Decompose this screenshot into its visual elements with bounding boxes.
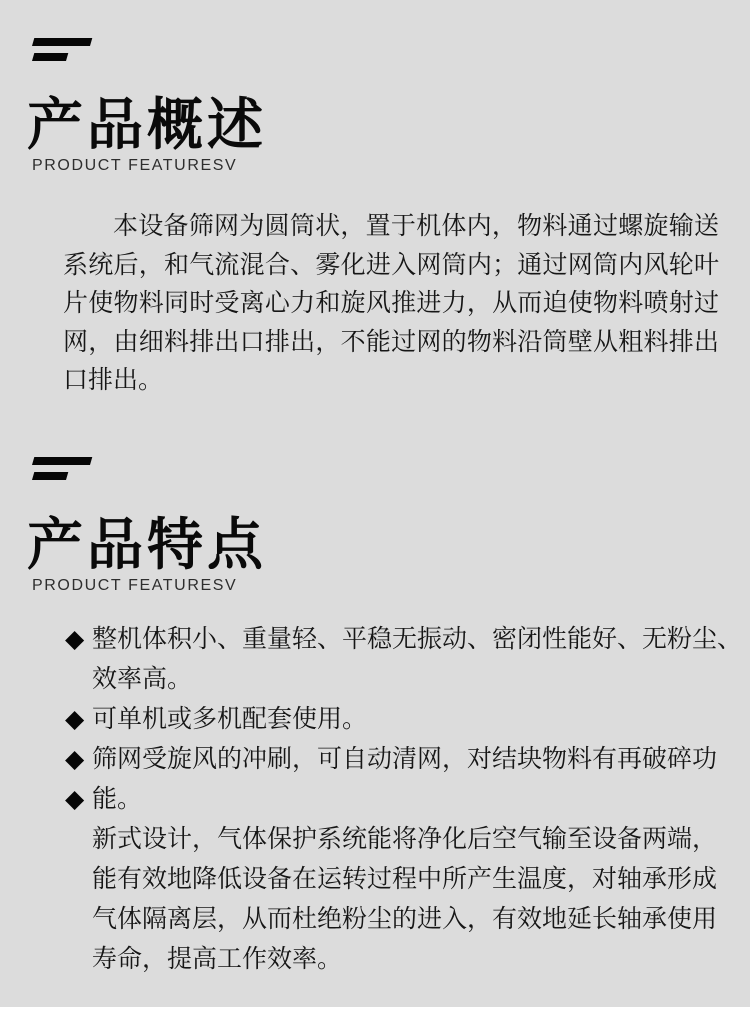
bar-bottom — [32, 53, 68, 61]
feature-item-text: 筛网受旋风的冲刷，可自动清网，对结块物料有再破碎功 — [92, 746, 718, 773]
feature-item — [65, 900, 737, 940]
feature-item-text: 能有效地降低设备在运转过程中所产生温度，对轴承形成 — [92, 866, 718, 893]
bar-top — [32, 38, 92, 46]
features-subtitle: PRODUCT FEATURESV — [32, 577, 238, 594]
overview-title: 产品概述 — [27, 93, 267, 156]
feature-item-text: 新式设计，气体保护系统能将净化后空气输至设备两端， — [92, 826, 718, 853]
feature-item — [65, 820, 737, 860]
feature-item — [65, 740, 737, 780]
overview-paragraph: 本设备筛网为圆筒状，置于机体内，物料通过螺旋输送系统后，和气流混合、雾化进入网筒内；通过网筒内风轮叶片使物料同时受离心力和旋风推进力，从而迫使物料喷射过网，由细料排出口排出，不能过网的物料沿筒壁从粗料排出口排出。 — [63, 213, 719, 394]
feature-item-text: 能。 — [92, 786, 143, 813]
feature-item-text: 整机体积小、重量轻、平稳无振动、密闭性能好、无粉尘、 — [92, 626, 743, 653]
feature-item-text: 寿命，提高工作效率。 — [92, 946, 343, 973]
feature-item — [65, 660, 737, 700]
feature-item — [65, 940, 737, 980]
diamond-bullet-icon: ◆ — [65, 746, 85, 773]
diamond-bullet-icon: ◆ — [65, 786, 85, 813]
page-footer-spacer — [0, 1007, 750, 1028]
feature-item — [65, 620, 743, 660]
feature-item — [65, 700, 737, 740]
features-title: 产品特点 — [27, 513, 267, 576]
bar-top — [32, 457, 92, 465]
diamond-bullet-icon: ◆ — [65, 626, 85, 653]
double-bars-icon — [32, 457, 102, 483]
double-bars-icon — [32, 38, 102, 64]
bar-bottom — [32, 472, 68, 480]
feature-list — [65, 620, 743, 980]
feature-item — [65, 780, 737, 820]
feature-item-text: 效率高。 — [92, 666, 193, 693]
overview-subtitle: PRODUCT FEATURESV — [32, 157, 238, 174]
feature-item-text: 气体隔离层，从而杜绝粉尘的进入，有效地延长轴承使用 — [92, 906, 718, 933]
feature-item — [65, 860, 737, 900]
diamond-bullet-icon: ◆ — [65, 706, 85, 733]
feature-item-text: 可单机或多机配套使用。 — [92, 706, 368, 733]
